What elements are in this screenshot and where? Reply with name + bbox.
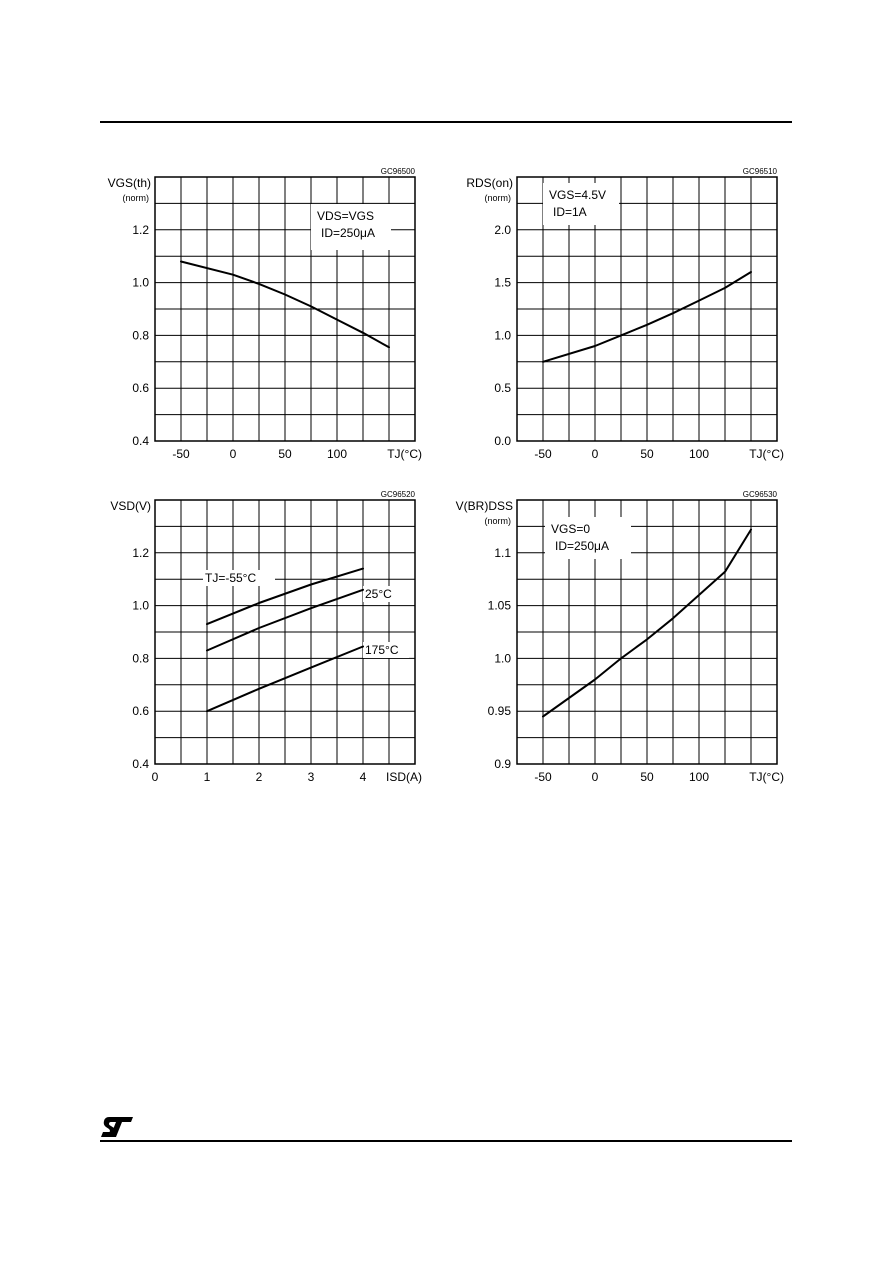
figure-code: GC96520 xyxy=(380,490,415,499)
data-point xyxy=(388,346,390,348)
data-point xyxy=(258,688,260,690)
data-point xyxy=(206,650,208,652)
data-point xyxy=(620,335,622,337)
y-tick-label: 1.0 xyxy=(494,651,511,666)
data-point xyxy=(542,716,544,718)
y-tick-label: 0.8 xyxy=(132,328,149,343)
y-tick-label: 1.0 xyxy=(494,328,511,343)
data-point xyxy=(646,324,648,326)
data-point xyxy=(542,361,544,363)
data-point xyxy=(672,617,674,619)
figure-code: GC96500 xyxy=(380,167,415,176)
x-tick-label: -50 xyxy=(534,770,552,784)
y-tick-label: 0.9 xyxy=(494,757,511,771)
chart-source-drain-diode xyxy=(95,488,435,793)
y-axis-label: VSD(V) xyxy=(110,499,151,513)
figure-code: GC96510 xyxy=(742,167,777,176)
data-point xyxy=(206,710,208,712)
y-tick-label: 1.5 xyxy=(494,275,511,290)
data-point xyxy=(180,261,182,263)
data-point xyxy=(258,627,260,629)
x-tick-label: 1 xyxy=(203,770,211,784)
data-point xyxy=(594,345,596,347)
data-point xyxy=(724,287,726,289)
y-tick-label: 0.95 xyxy=(487,704,511,719)
y-tick-label: 0.0 xyxy=(494,434,511,448)
y-tick-label: 1.2 xyxy=(132,222,149,237)
y-tick-label: 0.5 xyxy=(494,381,511,396)
data-point xyxy=(362,589,364,591)
y-tick-label: 0.6 xyxy=(132,704,149,719)
data-point xyxy=(258,602,260,604)
data-point xyxy=(672,312,674,314)
x-tick-label: 100 xyxy=(326,447,348,461)
data-point xyxy=(310,584,312,586)
data-point xyxy=(362,568,364,570)
x-tick-label: 3 xyxy=(307,770,315,784)
annotation-text: VDS=VGS xyxy=(317,209,375,223)
x-axis-label: TJ(°C) xyxy=(749,447,784,461)
x-tick-label: 2 xyxy=(255,770,263,784)
data-point xyxy=(206,623,208,625)
series-label: 175°C xyxy=(365,643,399,657)
data-point xyxy=(362,332,364,334)
annotation-text: VGS=4.5V xyxy=(549,188,607,202)
chart-rds-on xyxy=(457,165,797,470)
x-tick-label: 50 xyxy=(640,447,654,461)
x-axis-label: TJ(°C) xyxy=(749,770,784,784)
annotation-text: ID=1A xyxy=(553,205,587,219)
series-label: 25°C xyxy=(365,587,392,601)
y-axis-sublabel: (norm) xyxy=(484,516,511,526)
x-tick-label: -50 xyxy=(172,447,190,461)
chart-breakdown-voltage xyxy=(457,488,797,793)
series-label: TJ=-55°C xyxy=(205,571,257,585)
data-point xyxy=(362,646,364,648)
x-tick-label: 0 xyxy=(591,770,599,784)
y-tick-label: 0.8 xyxy=(132,651,149,666)
data-point xyxy=(698,300,700,302)
annotation-text: ID=250μA xyxy=(555,539,609,553)
x-tick-label: 0 xyxy=(591,447,599,461)
y-tick-label: 1.05 xyxy=(487,598,511,613)
y-axis-label: V(BR)DSS xyxy=(455,499,513,513)
y-tick-label: 0.6 xyxy=(132,381,149,396)
data-point xyxy=(258,283,260,285)
x-tick-label: 50 xyxy=(278,447,292,461)
header-rule xyxy=(100,121,792,123)
y-tick-label: 0.4 xyxy=(132,434,149,448)
data-point xyxy=(310,607,312,609)
data-point xyxy=(646,638,648,640)
x-tick-label: 100 xyxy=(688,447,710,461)
data-point xyxy=(750,529,752,531)
data-point xyxy=(310,667,312,669)
y-tick-label: 2.0 xyxy=(494,222,511,237)
annotation-text: VGS=0 xyxy=(551,522,591,536)
x-tick-label: -50 xyxy=(534,447,552,461)
data-point xyxy=(232,274,234,276)
data-point xyxy=(310,305,312,307)
data-point xyxy=(698,594,700,596)
x-tick-label: 50 xyxy=(640,770,654,784)
chart-vgs-threshold xyxy=(95,165,435,470)
data-point xyxy=(594,679,596,681)
x-tick-label: 100 xyxy=(688,770,710,784)
y-tick-label: 1.0 xyxy=(132,275,149,290)
y-tick-label: 1.1 xyxy=(494,545,511,560)
data-point xyxy=(724,571,726,573)
figure-code: GC96530 xyxy=(742,490,777,499)
y-axis-sublabel: (norm) xyxy=(484,193,511,203)
annotation-text: ID=250μA xyxy=(321,226,375,240)
data-point xyxy=(284,294,286,296)
data-point xyxy=(336,319,338,321)
y-tick-label: 0.4 xyxy=(132,757,149,771)
x-axis-label: TJ(°C) xyxy=(387,447,422,461)
x-axis-label: ISD(A) xyxy=(386,770,422,784)
y-tick-label: 1.2 xyxy=(132,545,149,560)
footer-rule xyxy=(100,1140,792,1142)
x-tick-label: 0 xyxy=(151,770,159,784)
st-logo xyxy=(100,1116,134,1138)
x-tick-label: 0 xyxy=(229,447,237,461)
x-tick-label: 4 xyxy=(359,770,367,784)
y-axis-sublabel: (norm) xyxy=(122,193,149,203)
y-axis-label: RDS(on) xyxy=(466,176,513,190)
y-tick-label: 1.0 xyxy=(132,598,149,613)
data-point xyxy=(620,658,622,660)
data-point xyxy=(750,271,752,273)
y-axis-label: VGS(th) xyxy=(107,176,151,190)
